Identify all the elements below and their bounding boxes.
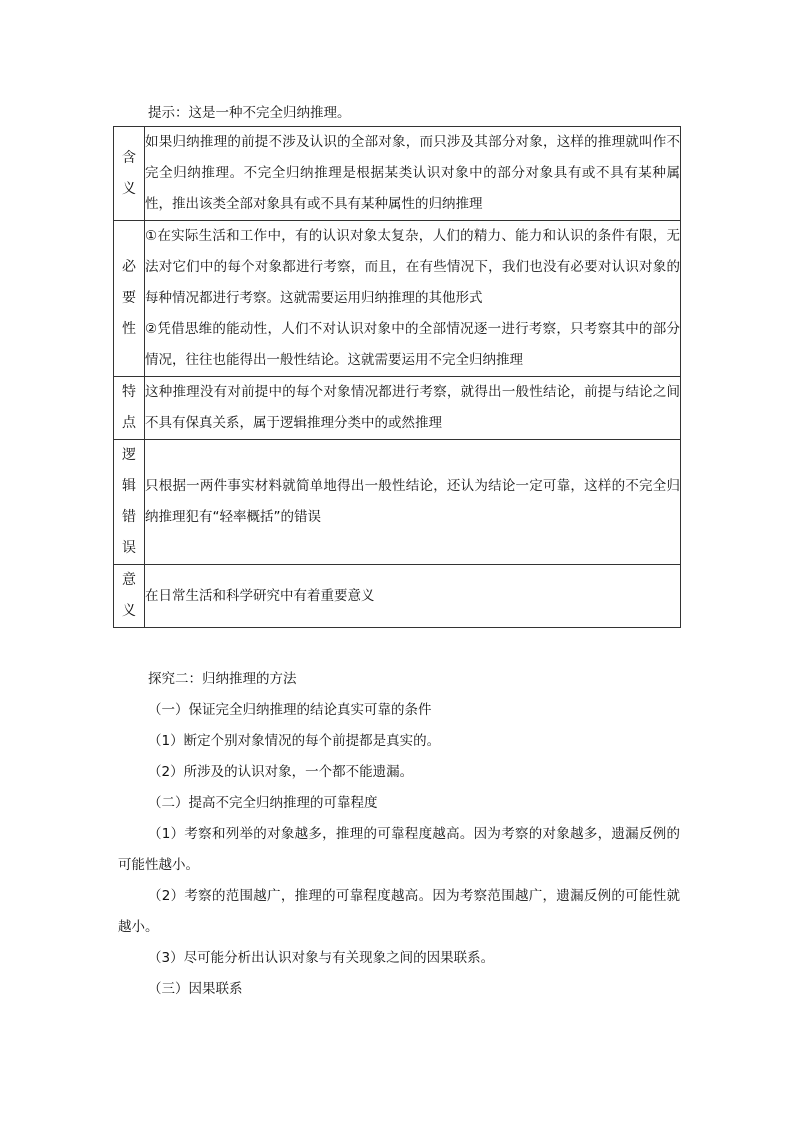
subsection-heading: （一）保证完全归纳推理的结论真实可靠的条件 [148, 702, 432, 718]
table-row-significance [114, 565, 681, 628]
table-row-necessity [114, 221, 681, 377]
row-content [145, 565, 681, 628]
row-content [145, 221, 681, 377]
row-content-text: ①在实际生活和工作中，有的认识对象太复杂，人们的精力、能力和认识的条件有限，无法对它们中的每个对象都进行考察，而且，在有些情况下，我们也没有必要对认识对象的每种情况都进行考察。这就需要运用归纳推理的其他形式 [145, 228, 680, 306]
row-label-char: 义 [122, 180, 136, 197]
row-label-char: 逻 [122, 447, 136, 463]
subsection-heading: （二）提高不完全归纳推理的可靠程度 [148, 795, 378, 811]
row-label [114, 221, 145, 377]
incomplete-induction-table [113, 126, 681, 628]
row-label-char: 点 [122, 415, 136, 431]
row-label-char: 特 [122, 384, 136, 400]
row-label-char: 辑 [122, 478, 136, 494]
row-label-char: 含 [122, 149, 136, 166]
row-label [114, 565, 145, 628]
row-label [114, 127, 145, 221]
row-label-char: 性 [122, 321, 136, 337]
row-content-text: 在日常生活和科学研究中有着重要意义 [145, 587, 375, 604]
body-paragraph: （1）断定个别对象情况的每个前提都是真实的。 [148, 733, 441, 749]
body-paragraph: （3）尽可能分析出认识对象与有关现象之间的因果联系。 [148, 950, 495, 966]
row-content-text: 如果归纳推理的前提不涉及认识的全部对象，而只涉及其部分对象，这样的推理就叫作不完全归纳推理。不完全归纳推理是根据某类认识对象中的部分对象具有或不具有某种属性，推出该类全部对象具有或不具有某种属性的归纳推理 [145, 134, 680, 212]
table-row-meaning [114, 127, 681, 221]
row-content-text: 只根据一两件事实材料就简单地得出一般性结论，还认为结论一定可靠，这样的不完全归纳推理犯有“轻率概括”的错误 [145, 478, 680, 525]
body-paragraph: （2）所涉及的认识对象，一个都不能遗漏。 [148, 764, 414, 780]
row-content-text: 这种推理没有对前提中的每个对象情况都进行考察，就得出一般性结论，前提与结论之间不具有保真关系，属于逻辑推理分类中的或然推理 [145, 384, 680, 431]
row-label [114, 377, 145, 440]
row-content-text: ②凭借思维的能动性，人们不对认识对象中的全部情况逐一进行考察，只考察其中的部分情况，往往也能得出一般性结论。这就需要运用不完全归纳推理 [145, 321, 680, 368]
body-paragraph: （1）考察和列举的对象越多，推理的可靠程度越高。因为考察的对象越多，遗漏反例的可能性越小。 [118, 826, 680, 873]
table-row-features [114, 377, 681, 440]
row-label-char: 意 [122, 572, 136, 588]
row-label-char: 必 [122, 259, 136, 275]
row-label-char: 要 [122, 290, 136, 306]
row-content [145, 127, 681, 221]
subsection-heading: （三）因果联系 [148, 981, 243, 997]
row-label-char: 错 [122, 509, 136, 525]
row-content [145, 377, 681, 440]
section-heading: 探究二：归纳推理的方法 [148, 671, 297, 687]
row-label-char: 误 [122, 540, 136, 556]
table-row-logic-error [114, 440, 681, 565]
hint-text: 提示：这是一种不完全归纳推理。 [148, 105, 351, 121]
row-label [114, 440, 145, 565]
inquiry-two-section [118, 664, 680, 1005]
row-content [145, 440, 681, 565]
body-paragraph: （2）考察的范围越广，推理的可靠程度越高。因为考察范围越广，遗漏反例的可能性就越小。 [118, 888, 680, 935]
row-label-char: 义 [122, 603, 136, 619]
